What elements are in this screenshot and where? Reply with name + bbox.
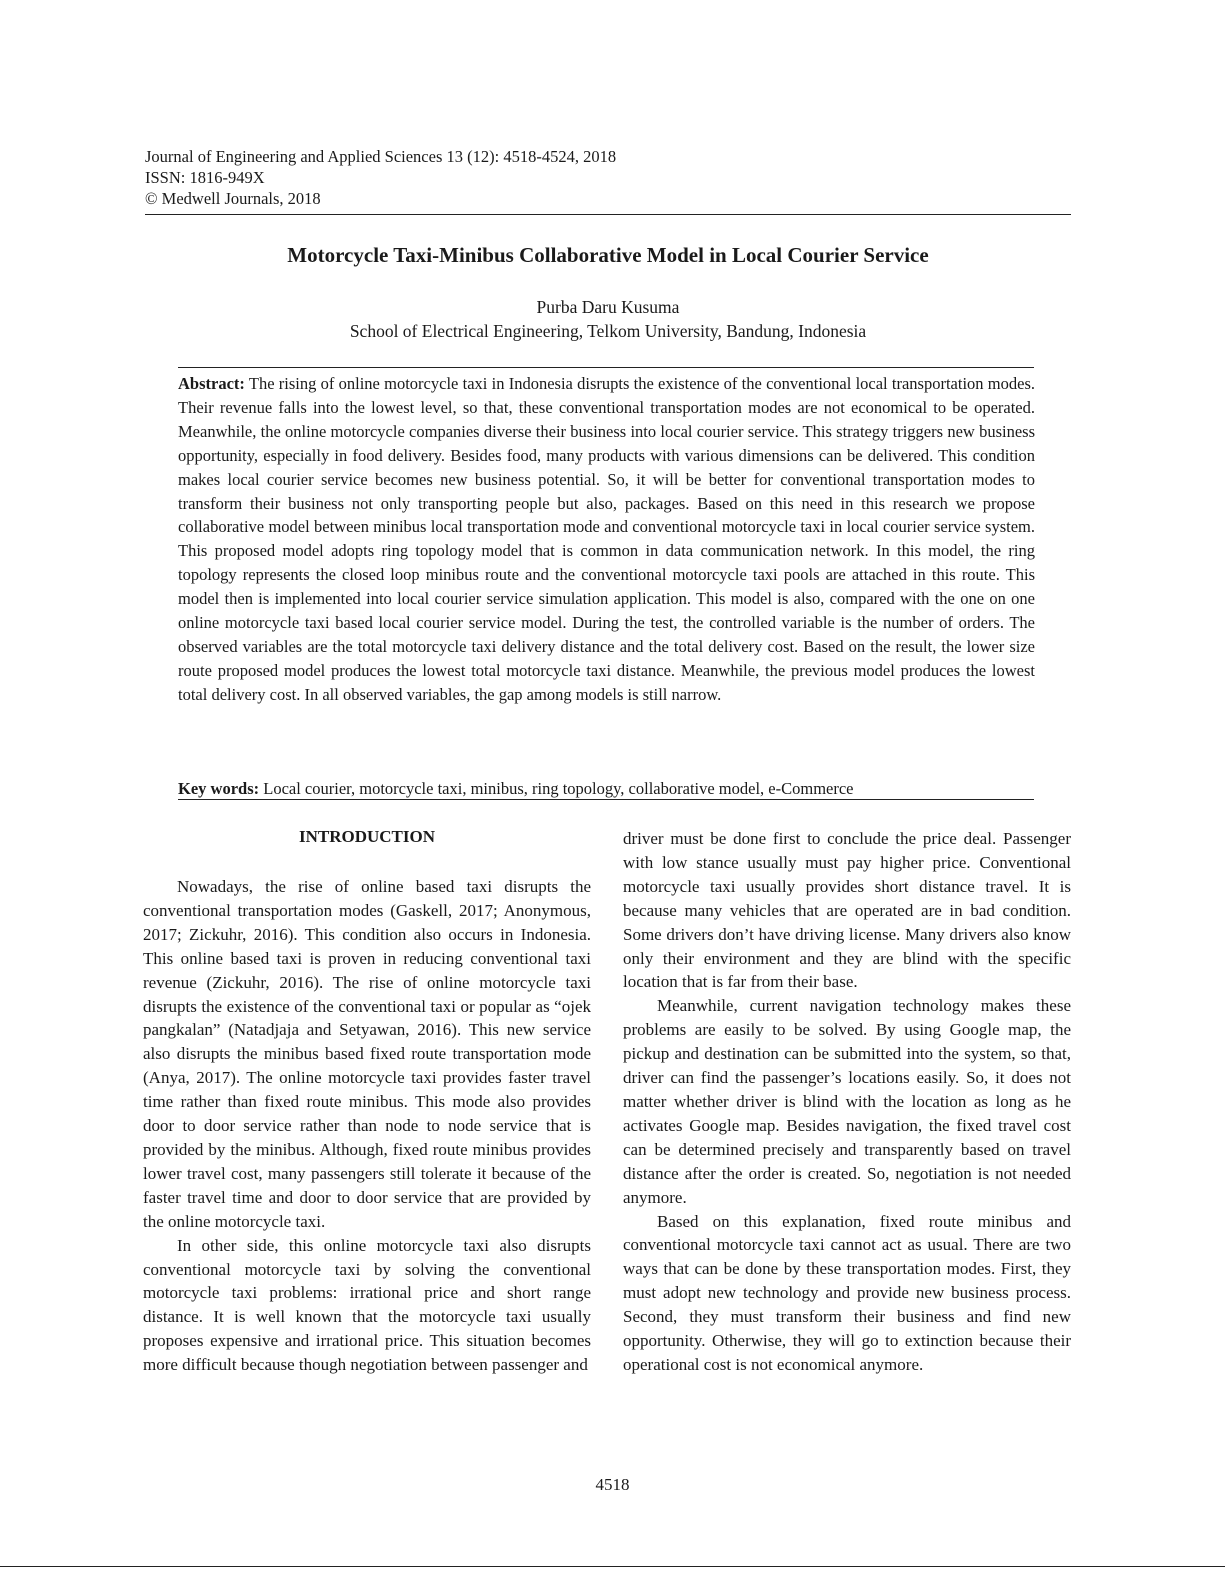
author-affiliation: School of Electrical Engineering, Telkom University, Bandung, Indonesia bbox=[349, 321, 867, 341]
author-name: Purba Daru Kusuma bbox=[536, 297, 680, 317]
header-divider bbox=[145, 214, 1071, 215]
journal-header bbox=[145, 146, 1071, 209]
journal-copyright: © Medwell Journals, 2018 bbox=[145, 189, 321, 208]
paragraph: Based on this explanation, fixed route minibus and conventional motorcycle taxi cannot act as usual. There are two ways that can be done by these transportation modes. First, they must adopt new technology and provide new business process. Second, they must transform their business and find new opportunity. Otherwise, they will go to extinction because their operational cost is not economical anymore. bbox=[623, 1211, 1071, 1374]
abstract-text: The rising of online motorcycle taxi in Indonesia disrupts the existence of the conventional local transportation modes. Their revenue falls into the lowest level, so that, these conventional transportation modes are not economical to be operated. Meanwhile, the online motorcycle companies diverse their business into local courier service. This strategy triggers new business opportunity, especially in food delivery. Besides food, many products with various dimensions can be delivered. This condition makes local courier service becomes new business potential. So, it will be better for conventional transportation modes to transform their business not only transporting people but also, packages. Based on this need in this research we propose collaborative model between minibus local transportation mode and conventional motorcycle taxi in local courier service system. This proposed model adopts ring topology model that is common in data communication network. In this model, the ring topology represents the closed loop minibus route and the conventional motorcycle taxi pools are attached in this route. This model then is implemented into local courier service simulation application. This model is also, compared with the one on one online motorcycle taxi based local courier service model. During the test, the controlled variable is the number of orders. The observed variables are the total motorcycle taxi delivery distance and the total delivery cost. Based on the result, the lower size route proposed model produces the lowest total motorcycle taxi distance. Meanwhile, the previous model produces the lowest total delivery cost. In all observed variables, the gap among models is still narrow. bbox=[178, 374, 1036, 704]
abstract bbox=[178, 372, 1035, 707]
keywords-text: Local courier, motorcycle taxi, minibus, ring topology, collaborative model, e-Commerce bbox=[263, 779, 854, 798]
paragraph: In other side, this online motorcycle taxi also disrupts conventional motorcycle taxi by solving the conventional motorcycle taxi problems: irrational price and short range distance. It is well known that the motorcycle taxi usually proposes expensive and irrational price. This situation becomes more difficult because though negotiation between passenger and bbox=[143, 1235, 591, 1375]
page-bottom-divider bbox=[0, 1566, 1225, 1567]
right-column bbox=[623, 827, 1071, 1377]
journal-issn: ISSN: 1816-949X bbox=[145, 168, 265, 187]
keywords bbox=[178, 778, 1035, 800]
paragraph: Meanwhile, current navigation technology makes these problems are easily to be solved. By using Google map, the pickup and destination can be submitted into the system, so that, driver can find the passenger’s locations easily. So, it does not matter whether driver is blind with the location as long as he activates Google map. Besides navigation, the fixed travel cost can be determined precisely and transparently based on travel distance after the order is created. So, negotiation is not needed anymore. bbox=[623, 996, 1071, 1207]
keywords-label: Key words: bbox=[178, 779, 260, 798]
keywords-divider bbox=[178, 799, 1034, 800]
page-number: 4518 bbox=[595, 1475, 630, 1494]
abstract-top-divider bbox=[178, 367, 1034, 368]
paper-title: Motorcycle Taxi-Minibus Collaborative Model in Local Courier Service bbox=[287, 243, 929, 267]
paragraph-continuation: driver must be done first to conclude the price deal. Passenger with low stance usually must pay higher price. Conventional motorcycle taxi usually provides short distance travel. It is because many vehicles that are operated are in bad condition. Some drivers don’t have driving license. Many drivers also know only their environment and they are blind with the specific location that is far from their base. bbox=[623, 829, 1071, 992]
journal-citation: Journal of Engineering and Applied Sciences 13 (12): 4518-4524, 2018 bbox=[145, 147, 617, 166]
abstract-label: Abstract: bbox=[178, 374, 245, 393]
left-column bbox=[143, 875, 591, 1377]
paragraph: Nowadays, the rise of online based taxi disrupts the conventional transportation modes (Gaskell, 2017; Anonymous, 2017; Zickuhr, 2016). This condition also occurs in Indonesia. This online based taxi is proven in reducing conventional taxi revenue (Zickuhr, 2016). The rise of online motorcycle taxi disrupts the existence of the conventional taxi or popular as “ojek pangkalan” (Natadjaja and Setyawan, 2016). This new service also disrupts the minibus based fixed route transportation mode (Anya, 2017). The online motorcycle taxi provides faster travel time rather than fixed route minibus. This mode also provides door to door service rather than node to node service that is provided by the minibus. Although, fixed route minibus provides lower travel cost, many passengers still tolerate it because of the faster travel time and door to door service that are provided by the online motorcycle taxi. bbox=[143, 877, 591, 1231]
section-heading-introduction: INTRODUCTION bbox=[298, 827, 436, 846]
